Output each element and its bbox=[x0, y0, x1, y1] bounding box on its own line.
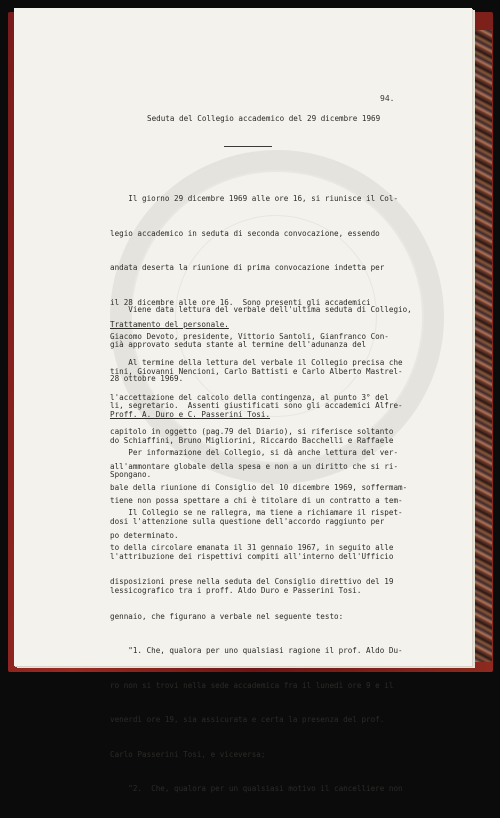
text-line: do Schiaffini, Bruno Migliorini, Riccardo Bacchelli e Raffaele bbox=[110, 435, 394, 445]
text-line: Il Collegio se ne rallegra, ma tiene a richiamare il rispet- bbox=[110, 508, 403, 517]
text-line: "2. Che, qualora per un qualsiasi motivo il cancelliere non bbox=[110, 784, 403, 793]
text-line: Spongano. bbox=[110, 470, 152, 479]
title-rule bbox=[224, 146, 272, 147]
text-line: ro non si trovi nella sede accademica fra il lunedì ore 9 e il bbox=[110, 680, 394, 690]
text-line: li, segretario. Assenti giustificati sono gli accademici Alfre- bbox=[110, 401, 403, 410]
text-line: capitolo in oggetto (pag.79 del Diario), si riferisce soltanto bbox=[110, 427, 394, 436]
text-line: Viene data lettura del verbale dell'ultima seduta di Collegio, bbox=[110, 305, 412, 314]
text-line: po determinato. bbox=[110, 530, 179, 540]
text-line: l'accettazione del calcolo della contingenza, al punto 3° del bbox=[110, 392, 389, 402]
text-line: dosi l'attenzione sulla questione dell'accordo raggiunto per bbox=[110, 517, 385, 526]
text-line: Carlo Passerini Tosi, e viceversa; bbox=[110, 749, 266, 759]
text-line: Al termine della lettura del verbale il Collegio precisa che bbox=[110, 358, 403, 367]
text-line: già approvato seduta stante al termine dell'adunanza del bbox=[110, 339, 367, 349]
paragraph-circular bbox=[110, 484, 403, 818]
text-line: to della circolare emanata il 31 gennaio 1967, in seguito alle bbox=[110, 542, 394, 552]
text-line: l'attribuzione dei rispettivi compiti all'interno dell'Ufficio bbox=[110, 551, 394, 561]
text-line: lessicografico tra i proff. Aldo Duro e Passerini Tosi. bbox=[110, 586, 362, 595]
text-line: Giacomo Devoto, presidente, Vittorio Santoli, Gianfranco Con- bbox=[110, 332, 389, 341]
text-line: disposizioni prese nella seduta del Consiglio direttivo del 19 bbox=[110, 577, 394, 586]
text-line: 28 ottobre 1969. bbox=[110, 374, 184, 383]
text-line: bale della riunione di Consiglio del 10 dicembre 1969, soffermam- bbox=[110, 482, 408, 492]
text-line: tini, Giovanni Nencioni, Carlo Battisti e Carlo Alberto Mastrel- bbox=[110, 366, 403, 376]
text-line: il 28 dicembre alle ore 16. Sono presenti gli accademici bbox=[110, 297, 371, 307]
text-line: tiene non possa spettare a chi è titolare di un contratto a tem- bbox=[110, 496, 403, 505]
text-line: all'ammontare globale della spesa e non a un diritto che si ri- bbox=[110, 461, 399, 471]
page-number: 94. bbox=[380, 94, 395, 103]
text-line: "1. Che, qualora per uno qualsiasi ragione il prof. Aldo Du- bbox=[110, 646, 403, 655]
section-heading-staff: Trattamento del personale. bbox=[110, 320, 229, 329]
text-line: Per informazione del Collegio, si dà anche lettura del ver- bbox=[110, 448, 399, 457]
text-line: andata deserta la riunione di prima convocazione indetta per bbox=[110, 263, 385, 272]
section-heading-professors: Proff. A. Duro e C. Passerini Tosi. bbox=[110, 410, 271, 419]
text-line: legio accademico in seduta di seconda convocazione, essendo bbox=[110, 228, 380, 238]
text-line: venerdì ore 19, sia assicurata e certa la presenza del prof. bbox=[110, 715, 385, 724]
page-title: Seduta del Collegio accademico del 29 dicembre 1969 bbox=[147, 114, 381, 123]
text-line: gennaio, che figurano a verbale nel seguente testo: bbox=[110, 611, 344, 621]
text-line: Il giorno 29 dicembre 1969 alle ore 16, si riunisce il Col- bbox=[110, 194, 399, 203]
